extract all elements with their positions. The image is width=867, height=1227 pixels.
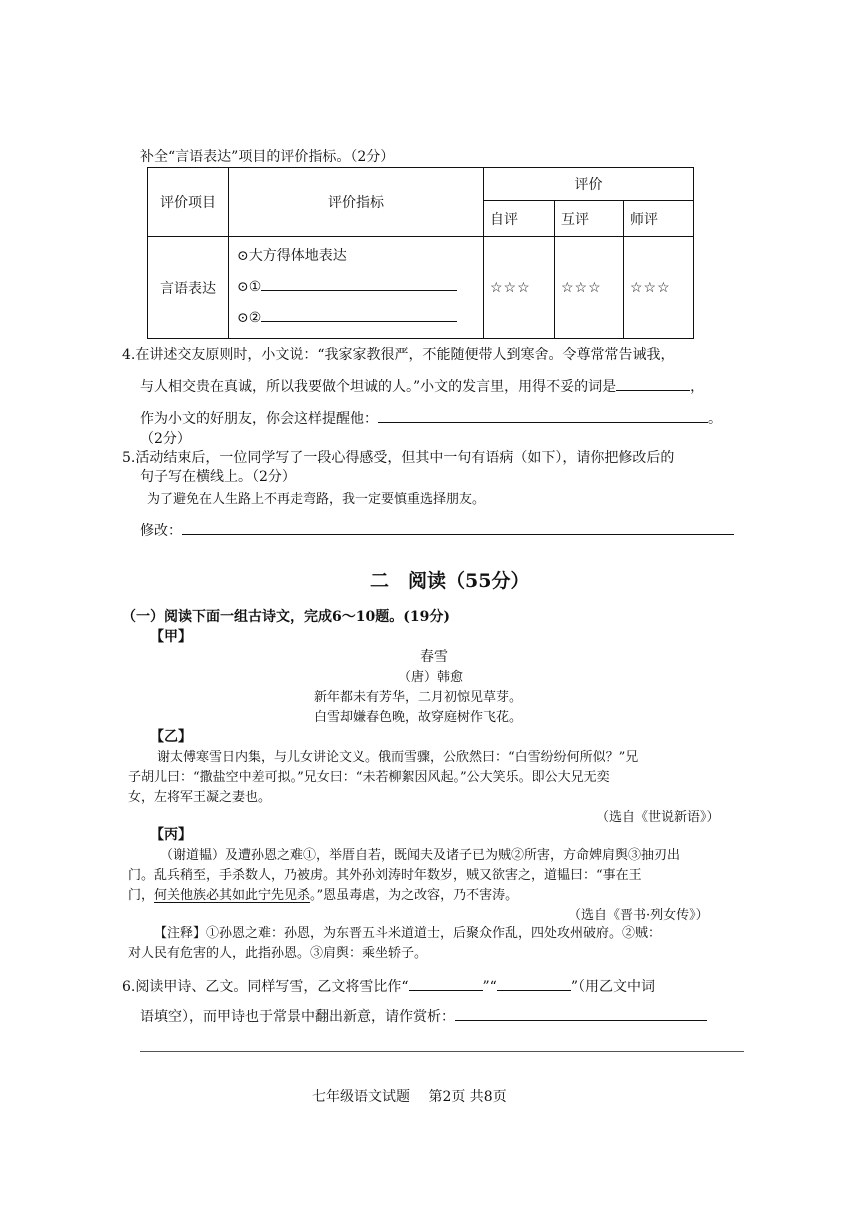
poem-line-1: 新年都未有芳华，二月初惊见草芽。: [314, 690, 523, 705]
bing-line-3: 门，何关他族必其如此宁先见杀。”恩虽毒虐，为之改容，乃不害涛。: [128, 888, 519, 903]
bing-line-1: （谢道韫）及遭孙恩之难①，举厝自若，既闻夫及诸子已为贼②所害，方命婢肩舆③抽刃出: [160, 848, 681, 863]
answer-line[interactable]: [616, 389, 690, 391]
answer-line[interactable]: [409, 989, 483, 991]
notes-line-1: 【注释】①孙恩之难：孙恩，为东晋五斗米道道士，后聚众作乱，四处攻州破府。②贼：: [154, 926, 662, 941]
criteria-1: ⊙大方得体地表达: [237, 248, 347, 264]
answer-line[interactable]: [378, 421, 708, 423]
underlined-sentence: 何关他族必其如此宁先见杀: [154, 888, 311, 903]
header-peer: 互评: [555, 201, 624, 237]
bing-source: （选自《晋书·列女传》）: [568, 908, 709, 923]
notes-line-2: 对人民有危害的人，此指孙恩。③肩舆：乘坐轿子。: [128, 946, 428, 961]
q4-line2: 与人相交贵在真诚，所以我要做个坦诚的人。”小文的发言里，用得不妥的词是 ，: [140, 379, 705, 395]
answer-line[interactable]: [261, 289, 457, 291]
q6-line2: 语填空），而甲诗也于常景中翻出新意，请作赏析：: [140, 1006, 707, 1026]
evaluation-table: [147, 167, 694, 339]
criteria-cell: [229, 237, 484, 339]
q3-intro: 补全“言语表达”项目的评价指标。（2分）: [140, 149, 395, 165]
header-criteria: 评价指标: [229, 168, 484, 237]
poem-title: 春雪: [420, 649, 448, 665]
section-title: 二 阅读（55分）: [370, 570, 530, 592]
yi-label: 【乙】: [150, 729, 192, 745]
q6-line1: 6.阅读甲诗、乙文。同样写雪，乙文将雪比作“ ”“ ”（用乙文中词: [122, 979, 656, 995]
yi-line-3: 女，左将军王凝之妻也。: [128, 790, 272, 805]
q5-line1: 5.活动结束后，一位同学写了一段心得感受，但其中一句有语病（如下），请你把修改后的: [122, 450, 675, 466]
peer-stars: ☆☆☆: [555, 237, 624, 339]
q4-score: （2分）: [140, 431, 191, 447]
page-footer: 七年级语文试题 第2页 共8页: [312, 1089, 507, 1105]
q4-line3: 作为小文的好朋友，你会这样提醒他： 。: [140, 411, 722, 427]
header-eval: 评价: [484, 168, 694, 201]
answer-line[interactable]: [455, 1019, 707, 1021]
q5-fix: 修改：: [140, 520, 734, 540]
q5-sentence: 为了避免在人生路上不再走弯路，我一定要慎重选择朋友。: [147, 492, 486, 507]
jia-label: 【甲】: [150, 629, 192, 645]
bing-line-2: 门。乱兵稍至，手杀数人，乃被虏。其外孙刘涛时年数岁，贼又欲害之，道韫曰：“事在王: [128, 868, 642, 883]
self-stars: ☆☆☆: [484, 237, 555, 339]
poem-author: （唐）韩愈: [398, 670, 464, 685]
footer-divider: [140, 1051, 744, 1052]
answer-line[interactable]: [261, 320, 457, 322]
criteria-3: ⊙②: [237, 303, 475, 334]
bing-label: 【丙】: [150, 827, 192, 843]
teacher-stars: ☆☆☆: [624, 237, 694, 339]
part1-title: （一）阅读下面一组古诗文，完成6～10题。(19分): [122, 609, 450, 625]
answer-line[interactable]: [182, 533, 734, 535]
row-item-speech: 言语表达: [148, 237, 229, 339]
yi-source: （选自《世说新语》）: [596, 810, 720, 825]
q5-line2: 句子写在横线上。（2分）: [140, 469, 296, 485]
criteria-2: ⊙①: [237, 272, 475, 303]
poem-line-2: 白雪却嫌春色晚，故穿庭树作飞花。: [314, 710, 523, 725]
answer-line[interactable]: [497, 989, 571, 991]
header-eval-item: 评价项目: [148, 168, 229, 237]
yi-line-1: 谢太傅寒雪日内集，与儿女讲论文义。俄而雪骤，公欣然曰：“白雪纷纷何所似？”兄: [157, 750, 639, 765]
yi-line-2: 子胡儿曰：“撒盐空中差可拟。”兄女曰：“未若柳絮因风起。”公大笑乐。即公大兄无奕: [128, 770, 610, 785]
header-self: 自评: [484, 201, 555, 237]
q4-line1: 4.在讲述交友原则时，小文说：“我家家教很严，不能随便带人到寒舍。令尊常常告诫我，: [122, 347, 675, 363]
header-teacher: 师评: [624, 201, 694, 237]
